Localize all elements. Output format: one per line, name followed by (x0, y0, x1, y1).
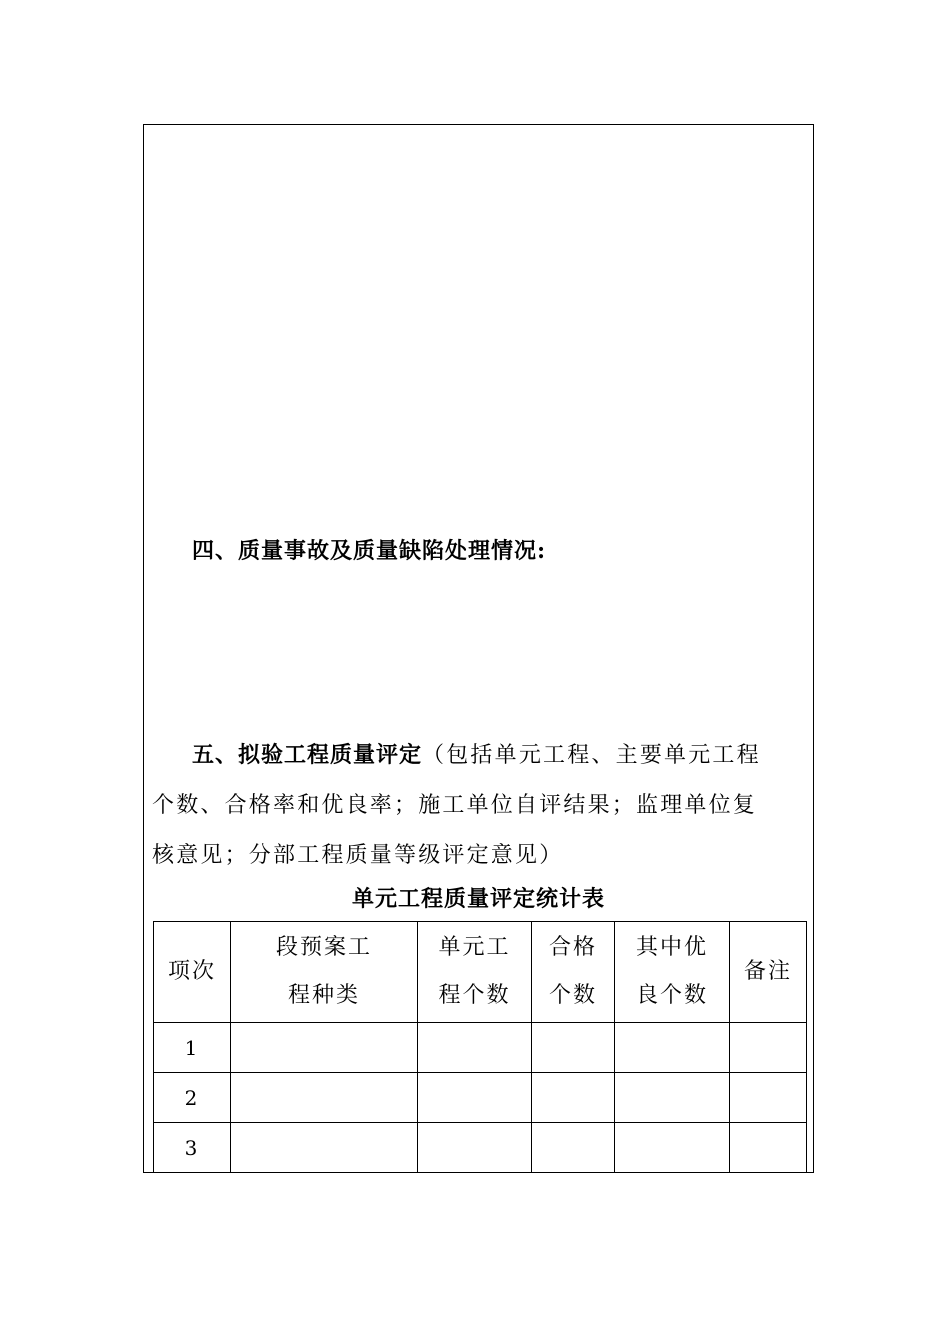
header-item-no: 项次 (154, 922, 231, 1023)
cell-project-type (231, 1073, 418, 1123)
table-title: 单元工程质量评定统计表 (351, 886, 605, 912)
section5-line1-rest: （包括单元工程、主要单元工程 (422, 743, 761, 768)
header-excellent-count: 其中优 良个数 (615, 922, 730, 1023)
cell-excellent-count (615, 1123, 730, 1173)
cell-qualified-count (532, 1023, 615, 1073)
cell-unit-count (418, 1123, 532, 1173)
cell-item-no: 1 (154, 1023, 231, 1073)
cell-qualified-count (532, 1073, 615, 1123)
section5-heading: 五、拟验工程质量评定 (192, 742, 423, 768)
table-row (154, 1073, 807, 1123)
section5-line3: 核意见；分部工程质量等级评定意见） (152, 843, 564, 868)
cell-project-type (231, 1123, 418, 1173)
header-project-type: 段预案工 程种类 (231, 922, 418, 1023)
header-note: 备注 (730, 922, 807, 1023)
cell-excellent-count (615, 1023, 730, 1073)
cell-item-no: 2 (154, 1073, 231, 1123)
table-row (154, 1023, 807, 1073)
cell-note (730, 1073, 807, 1123)
cell-unit-count (418, 1023, 532, 1073)
header-qualified-count: 合格 个数 (532, 922, 615, 1023)
cell-item-no: 3 (154, 1123, 231, 1173)
cell-unit-count (418, 1073, 532, 1123)
cell-note (730, 1023, 807, 1073)
section4-heading: 四、质量事故及质量缺陷处理情况: (192, 538, 547, 564)
section5-paragraph (152, 730, 808, 881)
cell-excellent-count (615, 1073, 730, 1123)
cell-project-type (231, 1023, 418, 1073)
header-unit-count: 单元工 程个数 (418, 922, 532, 1023)
cell-note (730, 1123, 807, 1173)
cell-qualified-count (532, 1123, 615, 1173)
section5-line1 (152, 730, 808, 781)
section5-line2: 个数、合格率和优良率；施工单位自评结果；监理单位复 (152, 793, 758, 818)
table-row (154, 1123, 807, 1173)
table-header-row (154, 922, 807, 1023)
unit-quality-table (153, 921, 807, 1173)
